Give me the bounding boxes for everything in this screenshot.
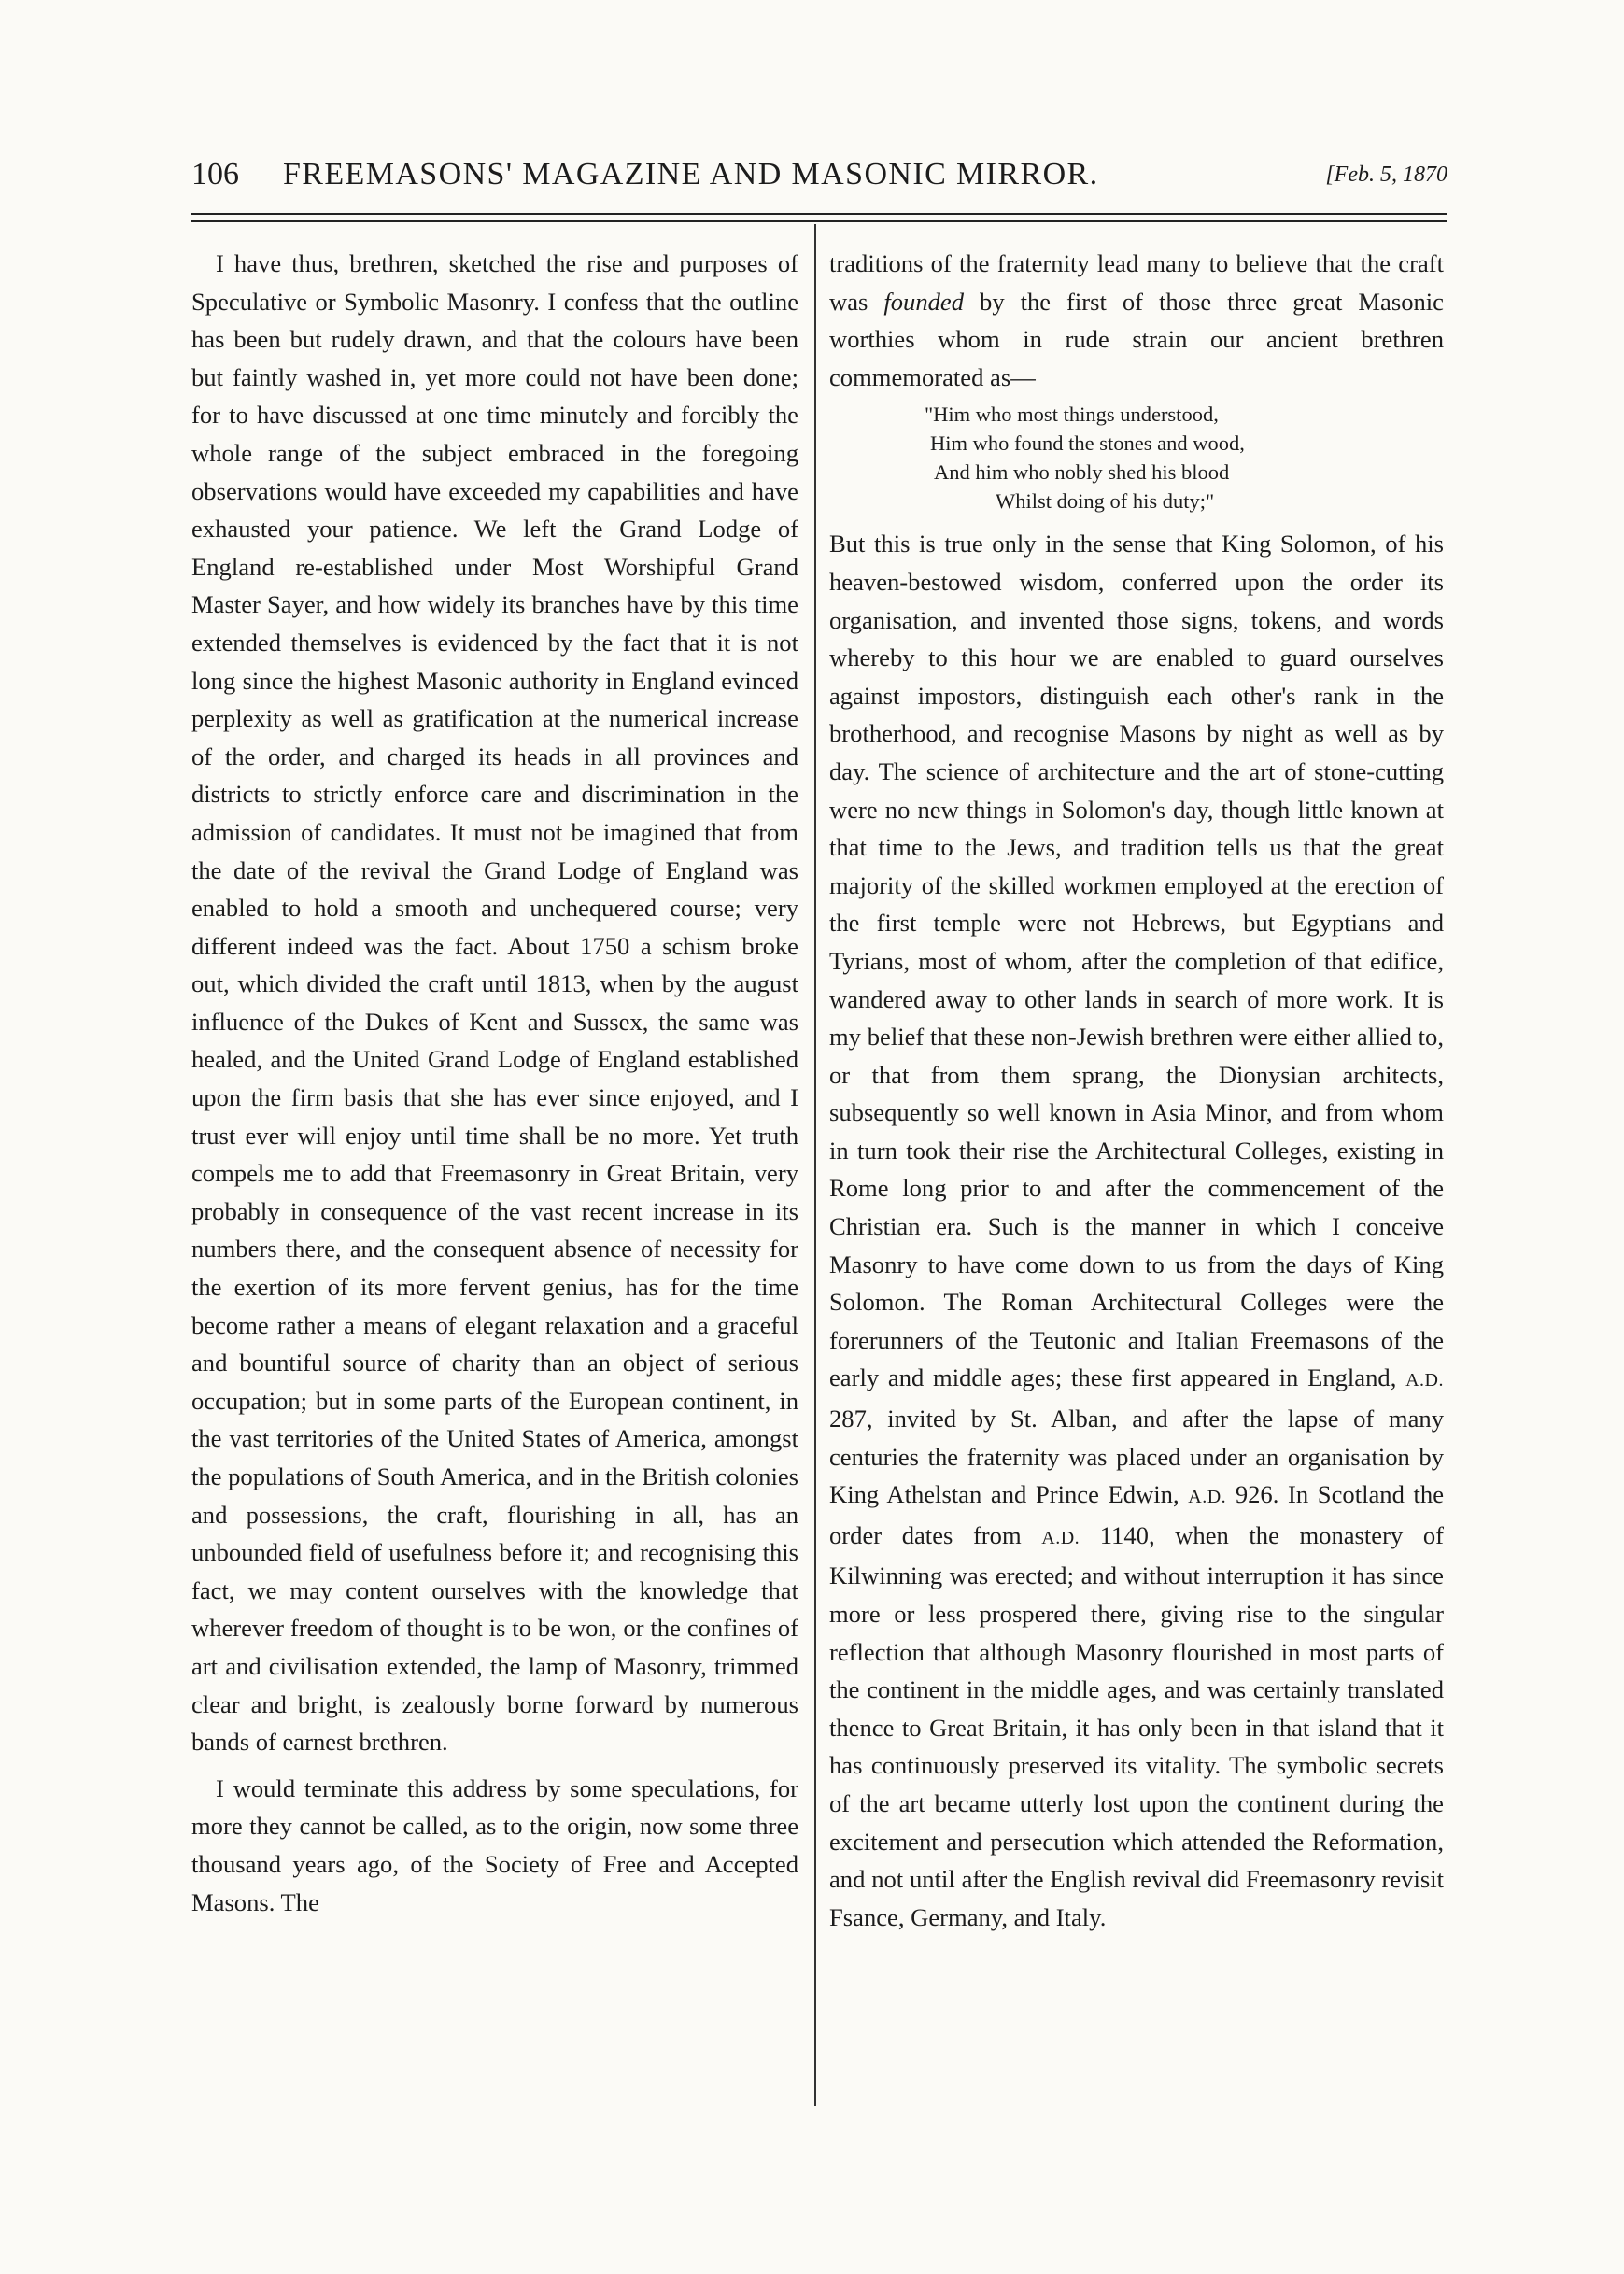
right-paragraph-1: [829, 245, 1444, 396]
paragraph-text: by the first of those three great Masonic worthies whom in rude strain our ancient brethren commemorated as—: [829, 287, 1444, 391]
running-title: FREEMASONS' MAGAZINE AND MASONIC MIRROR.: [283, 157, 1099, 191]
left-column: [191, 245, 798, 1921]
paragraph-text: 1140, when the monastery of Kilwinning was erected; and without interruption it has since more or less prospered there, giving rise to the singular reflection that although Masonry flourished in most parts of the continent in the middle ages, and was certainly translated thence to Great Britain, it has only been in that island that it has continuously preserved its vitality. The symbolic secrets of the art became utterly lost upon the continent during the excitement and persecution which attended the Reformation, and not until after the English revival did Freemasonry revisit Fsance, Germany, and Italy.: [829, 1520, 1445, 1931]
page-header: [191, 157, 1447, 202]
column-divider: [814, 224, 816, 2106]
era-abbrev: A.D.: [1041, 1527, 1080, 1548]
issue-date: [Feb. 5, 1870: [1325, 162, 1447, 187]
verse-line: "Him who most things understood,: [925, 403, 1219, 427]
paragraph-text: But this is true only in the sense that King Solomon, of his heaven-bestowed wisdom, conferred upon the order its organisation, and invented those signs, tokens, and words whereby to this hour we are enabled to guard ourselves against impostors, distinguish each other's rank in the brotherhood, and recognise Masons by night as well as by day. The science of architecture and the art of stone-cutting were no new things in Solomon's day, though little known at that time to the Jews, and tradition tells us that the great majority of the skilled workmen employed at the erection of the first temple were not Hebrews, but Egyptians and Tyrians, most of whom, after the completion of that edifice, wandered away to other lands in search of more work. It is my belief that these non-Jewish brethren were either allied to, or that from them sprang, the Dionysian architects, subsequently so well known in Asia Minor, and from whom in turn took their rise the Architectural Colleges, existing in Rome long prior to and after the commencement of the Christian era. Such is the manner in which I conceive Masonry to have come down to us from the days of King Solomon. The Roman Architectural Colleges were the forerunners of the Teutonic and Italian Freemasons of the early and middle ages; these first appeared in England,: [829, 530, 1444, 1392]
verse-line: Whilst doing of his duty;": [996, 489, 1215, 514]
header-rule-bottom: [191, 220, 1447, 222]
paragraph-text: traditions of the fraternity lead many to believe that the craft was: [829, 249, 1444, 316]
left-paragraph-2: I would terminate this address by some speculations, for more they cannot be called, as to the origin, now some three thousand years ago, of the Society of Free and Accepted Masons. The: [191, 1773, 798, 1916]
page-number: 106: [191, 157, 239, 191]
era-abbrev: A.D.: [1405, 1370, 1444, 1391]
left-paragraph-1: I have thus, brethren, sketched the rise and purposes of Speculative or Symbolic Masonry. I confess that the outline has been but rudely drawn, and that the colours have been but faintly washed in, yet more could not have been done; for to have discussed at one time minutely and forcibly the whole range of the subject embraced in the foregoing observations would have exceeded my capabilities and have exhausted your patience. We left the Grand Lodge of England re-established under Most Worshipful Grand Master Sayer, and how widely its branches have by this time extended themselves is evidenced by the fact that it is not long since the highest Masonic authority in England evinced perplexity as well as gratification at the numerical increase of the order, and charged its heads in all provinces and districts to strictly enforce care and discrimination in the admission of candidates. It must not be imagined that from the date of the revival the Grand Lodge of England was enabled to hold a smooth and unchequered course; very different indeed was the fact. About 1750 a schism broke out, which divided the craft until 1813, when by the august influence of the Dukes of Kent and Sussex, the same was healed, and the United Grand Lodge of England established upon the firm basis that she has ever since enjoyed, and I trust ever will enjoy until time shall be no more. Yet truth compels me to add that Freemasonry in Great Britain, very probably in consequence of the vast recent increase in its numbers there, and the consequent absence of necessity for the exertion of its more fervent genius, has for the time become rather a means of elegant relaxation and a graceful and bountiful source of charity than an object of serious occupation; but in some parts of the European continent, in the vast territories of the United States of America, amongst the populations of South America, and in the British colonies and possessions, the craft, flourishing in all, has an unbounded field of usefulness before it; and recognising this fact, we may content ourselves with the knowledge that wherever freedom of thought is to be won, or the confines of art and civilisation extended, the lamp of Masonry, trimmed clear and bright, is zealously borne forward by numerous bands of earnest brethren.: [191, 249, 798, 1757]
verse-line: And him who nobly shed his blood: [934, 460, 1230, 485]
paragraph-text: 926. In Scotland the order dates from: [829, 1480, 1444, 1549]
era-abbrev: A.D.: [1188, 1487, 1227, 1508]
right-column: [829, 245, 1444, 1936]
verse-quote: [829, 400, 1444, 516]
emphasis-founded: founded: [883, 287, 965, 316]
header-rule-top: [191, 213, 1447, 215]
verse-line: Him who found the stones and wood,: [930, 431, 1245, 456]
right-paragraph-2: [829, 525, 1444, 1936]
paragraph-text: 287, invited by St. Alban, and after the lapse of many centuries the fraternity was placed under an organisation by King Athelstan and Prince Edwin,: [829, 1405, 1444, 1509]
